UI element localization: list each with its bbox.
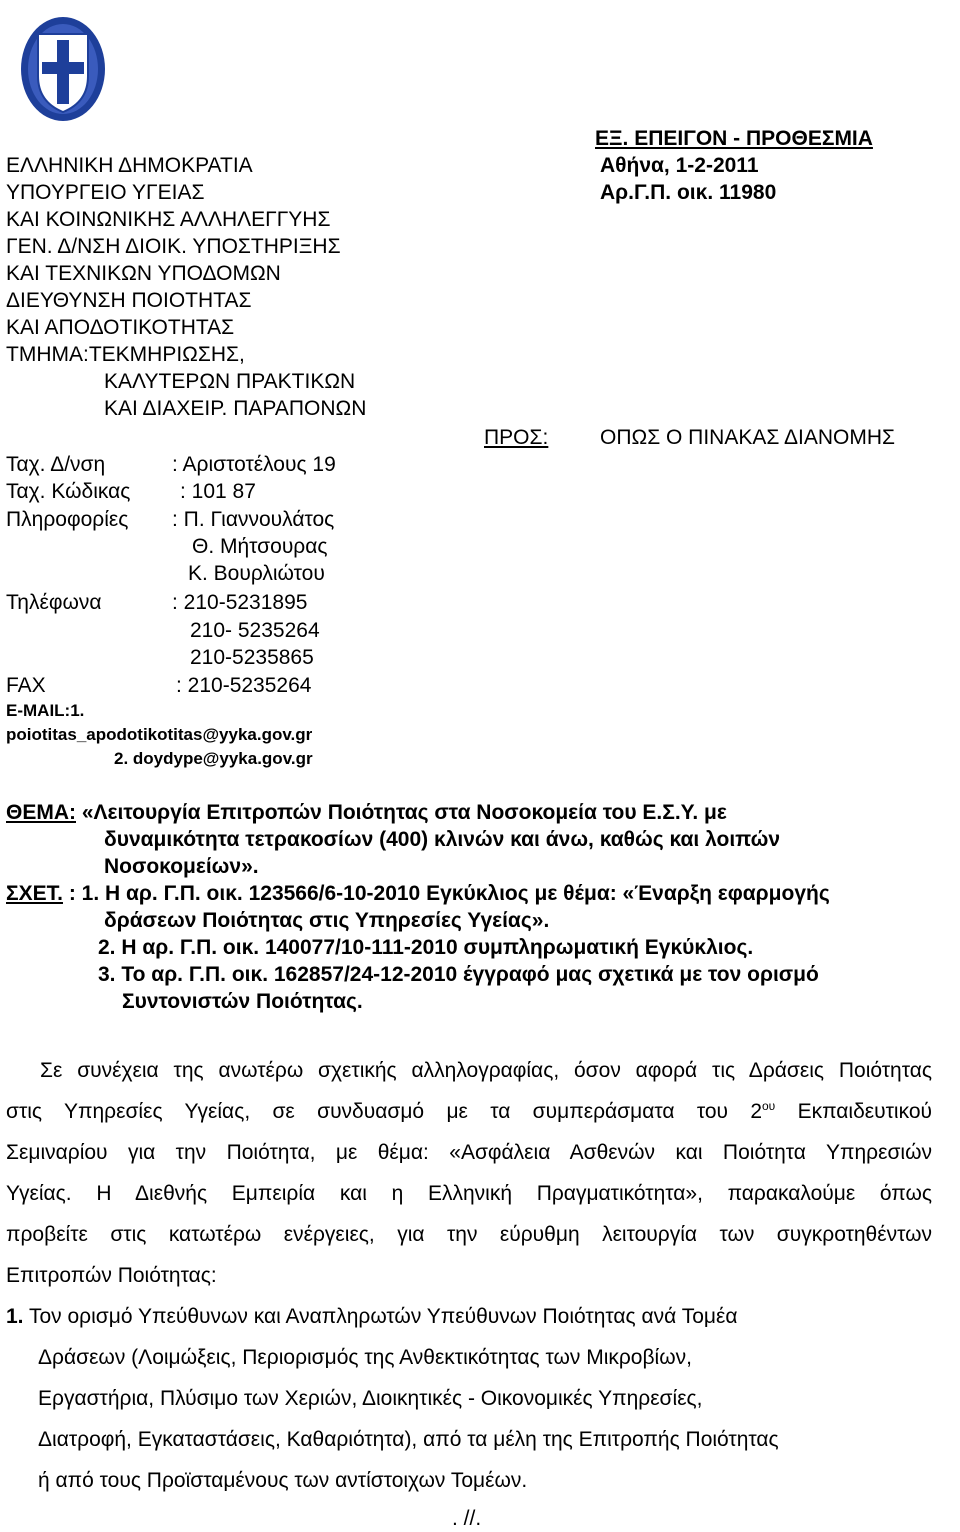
body-text-line xyxy=(6,1139,932,1166)
phones-label: Τηλέφωνα xyxy=(6,591,102,614)
address-value: : Αριστοτέλους 19 xyxy=(172,453,336,476)
body-text-line xyxy=(40,1057,932,1084)
info-value: : Π. Γιαννουλάτος xyxy=(172,508,335,531)
address-label: Ταχ. Δ/νση xyxy=(6,453,106,476)
authority-line: ΔΙΕΥΘΥΝΣΗ ΠΟΙΟΤΗΤΑΣ xyxy=(6,289,252,312)
body-text: στις Υπηρεσίες Υγείας, σε συνδυασμό με τα συμπεράσματα του 2 xyxy=(6,1100,762,1123)
authority-line: ΚΑΛΥΤΕΡΩΝ ΠΡΑΚΤΙΚΩΝ xyxy=(104,370,356,393)
authority-line: ΚΑΙ ΚΟΙΝΩΝΙΚΗΣ ΑΛΛΗΛΕΓΓΥΗΣ xyxy=(6,208,331,231)
zip-value: : 101 87 xyxy=(180,480,256,503)
fax-value: : 210-5235264 xyxy=(176,674,312,697)
item-text: Δράσεων (Λοιμώξεις, Περιορισμός της Ανθεκτικότητας των Μικροβίων, xyxy=(38,1346,692,1369)
reference-text: δράσεων Ποιότητας στις Υπηρεσίες Υγείας». xyxy=(104,909,550,932)
reference-line xyxy=(6,880,830,907)
greek-state-emblem-icon xyxy=(18,14,108,124)
subject-text: δυναμικότητα τετρακοσίων (400) κλινών και άνω, καθώς και λοιπών xyxy=(104,828,781,851)
authority-line: ΥΠΟΥΡΓΕΙΟ ΥΓΕΙΑΣ xyxy=(6,181,205,204)
recipient-label: ΠΡΟΣ: xyxy=(484,426,549,449)
body-text: Υγείας. Η Διεθνής Εμπειρία και η Ελληνική Πραγματικότητα», παρακαλούμε όπως xyxy=(6,1182,932,1205)
subject-text: «Λειτουργία Επιτροπών Ποιότητας στα Νοσοκομεία του Ε.Σ.Υ. με xyxy=(81,801,727,824)
email-link[interactable]: 2. doydype@yyka.gov.gr xyxy=(114,749,313,768)
authority-line: ΤΜΗΜΑ:ΤΕΚΜΗΡΙΩΣΗΣ, xyxy=(6,343,245,366)
body-text: προβείτε στις κατωτέρω ενέργειες, για την εύρυθμη λειτουργία των συγκροτηθέντων xyxy=(6,1223,932,1246)
subject-line xyxy=(6,799,727,826)
body-text-line xyxy=(6,1098,932,1125)
recipient-value: ΟΠΩΣ Ο ΠΙΝΑΚΑΣ ΔΙΑΝΟΜΗΣ xyxy=(600,426,896,449)
email-label: E-MAIL:1. xyxy=(6,701,85,720)
authority-line: ΚΑΙ ΑΠΟΔΟΤΙΚΟΤΗΤΑΣ xyxy=(6,316,235,339)
phone-number: 210-5235865 xyxy=(190,646,314,669)
email-link[interactable]: poiotitas_apodotikotitas@yyka.gov.gr xyxy=(6,725,313,744)
body-text-line: Επιτροπών Ποιότητας: xyxy=(6,1264,217,1287)
subject-text: Νοσοκομείων». xyxy=(104,855,259,878)
reference-text: 3. Το αρ. Γ.Π. οικ. 162857/24-12-2010 έγγραφό μας σχετικά με τον ορισμό xyxy=(98,963,819,986)
item-text: Διατροφή, Εγκαταστάσεις, Καθαριότητα), από τα μέλη της Επιτροπής Ποιότητας xyxy=(38,1428,779,1451)
item-text: ή από τους Προϊσταμένους των αντίστοιχων Τομέων. xyxy=(38,1469,528,1492)
item-text: Εργαστήρια, Πλύσιμο των Χεριών, Διοικητικές - Οικονομικές Υπηρεσίες, xyxy=(38,1387,703,1410)
urgency-label: ΕΞ. ΕΠΕΙΓΟΝ - ΠΡΟΘΕΣΜΙΑ xyxy=(595,127,873,150)
ordinal-superscript: ου xyxy=(762,1099,776,1113)
body-text: Εκπαιδευτικού xyxy=(775,1100,932,1123)
body-text-line xyxy=(6,1180,932,1207)
subject-label: ΘΕΜΑ: xyxy=(6,801,76,824)
reference-text: : 1. Η αρ. Γ.Π. οικ. 123566/6-10-2010 Εγκύκλιος με θέμα: «Έναρξη εφαρμογής xyxy=(62,882,830,905)
authority-line: ΚΑΙ ΤΕΧΝΙΚΩΝ ΥΠΟΔΟΜΩΝ xyxy=(6,262,281,285)
continuation-mark: . //. xyxy=(452,1507,482,1530)
info-contact: Θ. Μήτσουρας xyxy=(192,535,328,558)
authority-line: ΓΕΝ. Δ/ΝΣΗ ΔΙΟΙΚ. ΥΠΟΣΤΗΡΙΞΗΣ xyxy=(6,235,341,258)
authority-line: ΚΑΙ ΔΙΑΧΕΙΡ. ΠΑΡΑΠΟΝΩΝ xyxy=(104,397,367,420)
fax-label: FAX xyxy=(6,674,46,697)
zip-label: Ταχ. Κώδικας xyxy=(6,480,131,503)
authority-line: ΕΛΛΗΝΙΚΗ ΔΗΜΟΚΡΑΤΙΑ xyxy=(6,154,253,177)
phones-value: : 210-5231895 xyxy=(172,591,308,614)
item-number: 1. xyxy=(6,1305,24,1328)
protocol-number: Αρ.Γ.Π. οικ. 11980 xyxy=(600,181,777,204)
reference-text: 2. Η αρ. Γ.Π. οικ. 140077/10-111-2010 συμπληρωματική Εγκύκλιος. xyxy=(98,936,754,959)
info-label: Πληροφορίες xyxy=(6,508,129,531)
phone-number: 210- 5235264 xyxy=(190,619,320,642)
item-text: Τον ορισμό Υπεύθυνων και Αναπληρωτών Υπεύθυνων Ποιότητας ανά Τομέα xyxy=(23,1305,738,1328)
info-contact: Κ. Βουρλιώτου xyxy=(188,562,325,585)
document-date: Αθήνα, 1-2-2011 xyxy=(600,154,759,177)
body-text: Σε συνέχεια της ανωτέρω σχετικής αλληλογραφίας, όσον αφορά τις Δράσεις Ποιότητας xyxy=(40,1059,932,1082)
references-label: ΣΧΕΤ. xyxy=(6,882,63,905)
action-item-1 xyxy=(6,1303,738,1330)
reference-text: Συντονιστών Ποιότητας. xyxy=(122,990,363,1013)
body-text: Σεμιναρίου για την Ποιότητα, με θέμα: «Ασφάλεια Ασθενών και Ποιότητα Υπηρεσιών xyxy=(6,1141,932,1164)
body-text-line xyxy=(6,1221,932,1248)
